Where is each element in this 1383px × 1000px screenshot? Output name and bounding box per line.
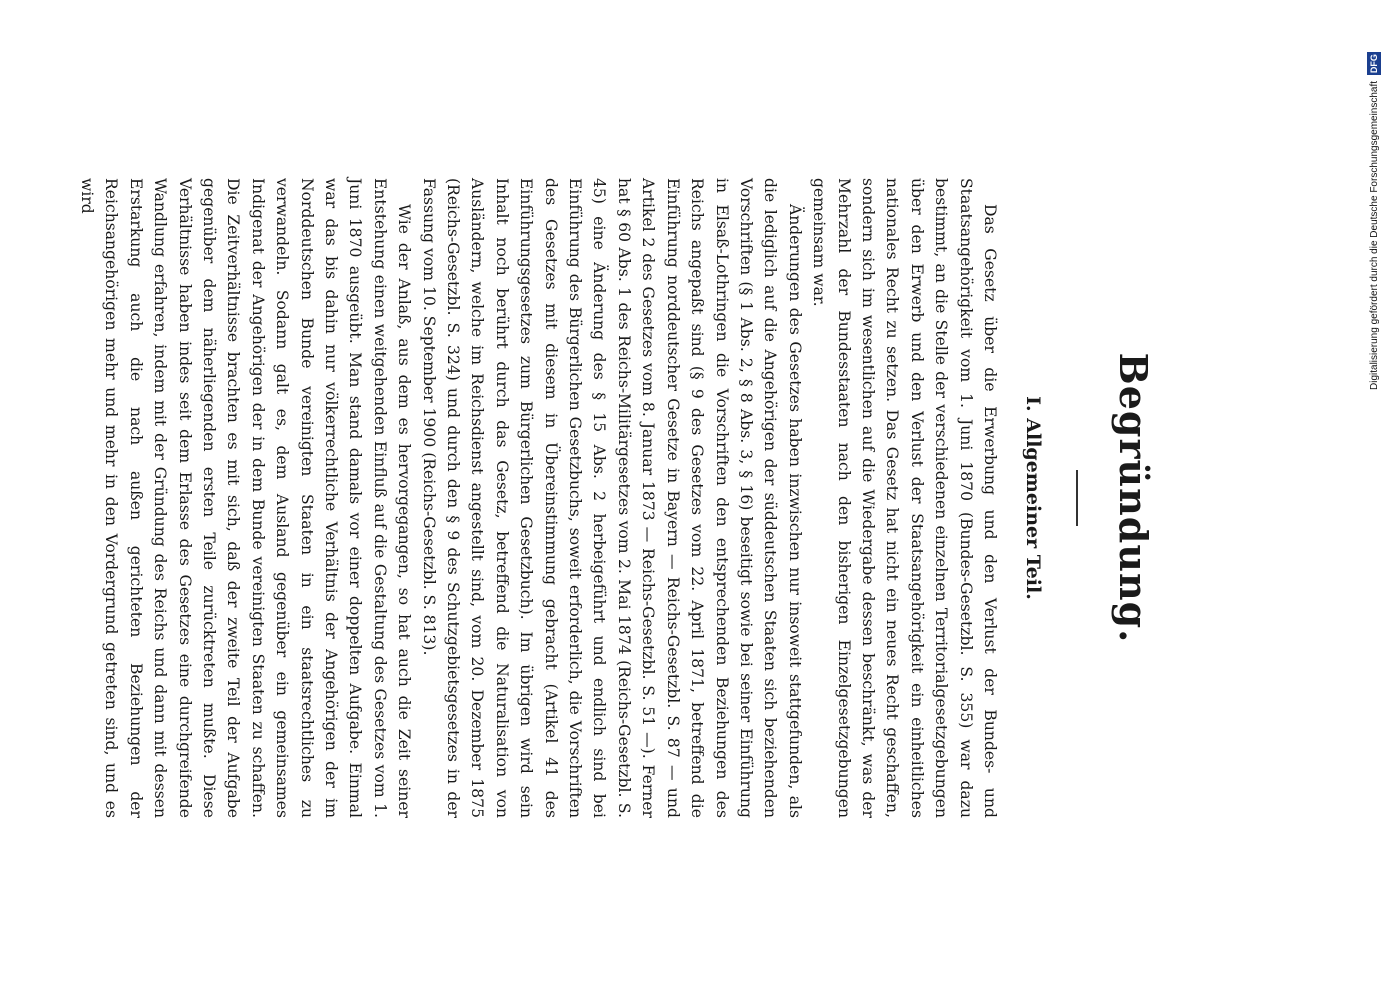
margin-note bbox=[1366, 10, 1383, 390]
paragraph: Änderungen des Gesetzes haben inzwischen nur insoweit stattgefunden, als die lediglich auf die Angehörigen der süddeutschen Staaten sich beziehenden Vorschriften (§ 1 Abs. 2, § 8 Abs. 3, § 16) beseitigt sowie bei seiner Einführung in Elsaß-Lothringen die Vorschriften den entsprechenden Beziehungen des Reichs angepaßt sind (§ 9 des Gesetzes vom 22. April 1871, betreffend die Einführung norddeutscher Gesetze in Bayern — Reichs-Gesetzbl. S. 87 — und Artikel 2 des Gesetzes vom 8. Januar 1873 — Reichs-Gesetzbl. S. 51 —). Ferner hat § 60 Abs. 1 des Reichs-Militärgesetzes vom 2. Mai 1874 (Reichs-Gesetzbl. S. 45) eine Änderung des § 15 Abs. 2 herbeigeführt und endlich sind bei Einführung des Bürgerlichen Gesetzbuchs, soweit erforderlich, die Vorschriften des Gesetzes mit diesem in Übereinstimmung gebracht (Artikel 41 des Einführungsgesetzes zum Bürgerlichen Gesetzbuch). Im übrigen wird sein Inhalt noch berührt durch das Gesetz, betreffend die Naturalisation von Ausländern, welche im Reichsdienst angestellt sind, vom 20. Dezember 1875 (Reichs-Gesetzbl. S. 324) und durch den § 9 des Schutzgebietsgesetzes in der Fassung vom 10. September 1900 (Reichs-Gesetzbl. S. 813). bbox=[419, 178, 804, 818]
title-divider bbox=[1076, 470, 1078, 526]
rotated-page bbox=[77, 178, 1160, 818]
page-title: Begründung. bbox=[1111, 352, 1156, 644]
funding-note: Digitalisierung gefördert durch die Deutsche Forschungsgemeinschaft bbox=[1369, 80, 1380, 390]
paragraph: Das Gesetz über die Erwerbung und den Verlust der Bundes- und Staatsangehörigkeit vom 1. Juni 1870 (Bundes-Gesetzbl. S. 355) war dazu bestimmt, an die Stelle der verschiedenen einzelnen Territorialgesetzgebungen über den Erwerb und den Verlust der Staatsangehörigkeit ein einheitliches nationales Recht zu setzen. Das Gesetz hat nicht ein neues Recht geschaffen, sondern sich im wesentlichen auf die Wiedergabe dessen beschränkt, was der Mehrzahl der Bundesstaaten nach den bisherigen Einzelgesetzgebungen gemeinsam war. bbox=[810, 178, 999, 818]
dfg-logo-icon: DFG bbox=[1369, 54, 1380, 74]
paragraph: Wie der Anlaß, aus dem es hervorgegangen, so hat auch die Zeit seiner Entstehung einen weitgehenden Einfluß auf die Gestaltung des Gesetzes vom 1. Juni 1870 ausgeübt. Man stand damals vor einer doppelten Aufgabe. Einmal war das bis dahin nur völkerrechtliche Verhältnis der Angehörigen der im Norddeutschen Bunde vereinigten Staaten in ein staatsrechtliches zu verwandeln. Sodann galt es, dem Ausland gegenüber ein gemeinsames Indigenat der Angehörigen der in dem Bunde vereinigten Staaten zu schaffen. Die Zeitverhältnisse brachten es mit sich, daß der zweite Teil der Aufgabe gegenüber dem näherliegenden ersten Teile zurücktreten mußte. Diese Verhältnisse haben indes seit dem Erlasse des Gesetzes eine durchgreifende Wandlung erfahren, indem mit der Gründung des Reichs und dann mit dessen Erstarkung auch die nach außen gerichteten Beziehungen der Reichsangehörigen mehr und mehr in den Vordergrund getreten sind, und es wird bbox=[77, 178, 414, 818]
section-title: I. Allgemeiner Teil. bbox=[1022, 396, 1044, 600]
body-text bbox=[75, 178, 1002, 818]
